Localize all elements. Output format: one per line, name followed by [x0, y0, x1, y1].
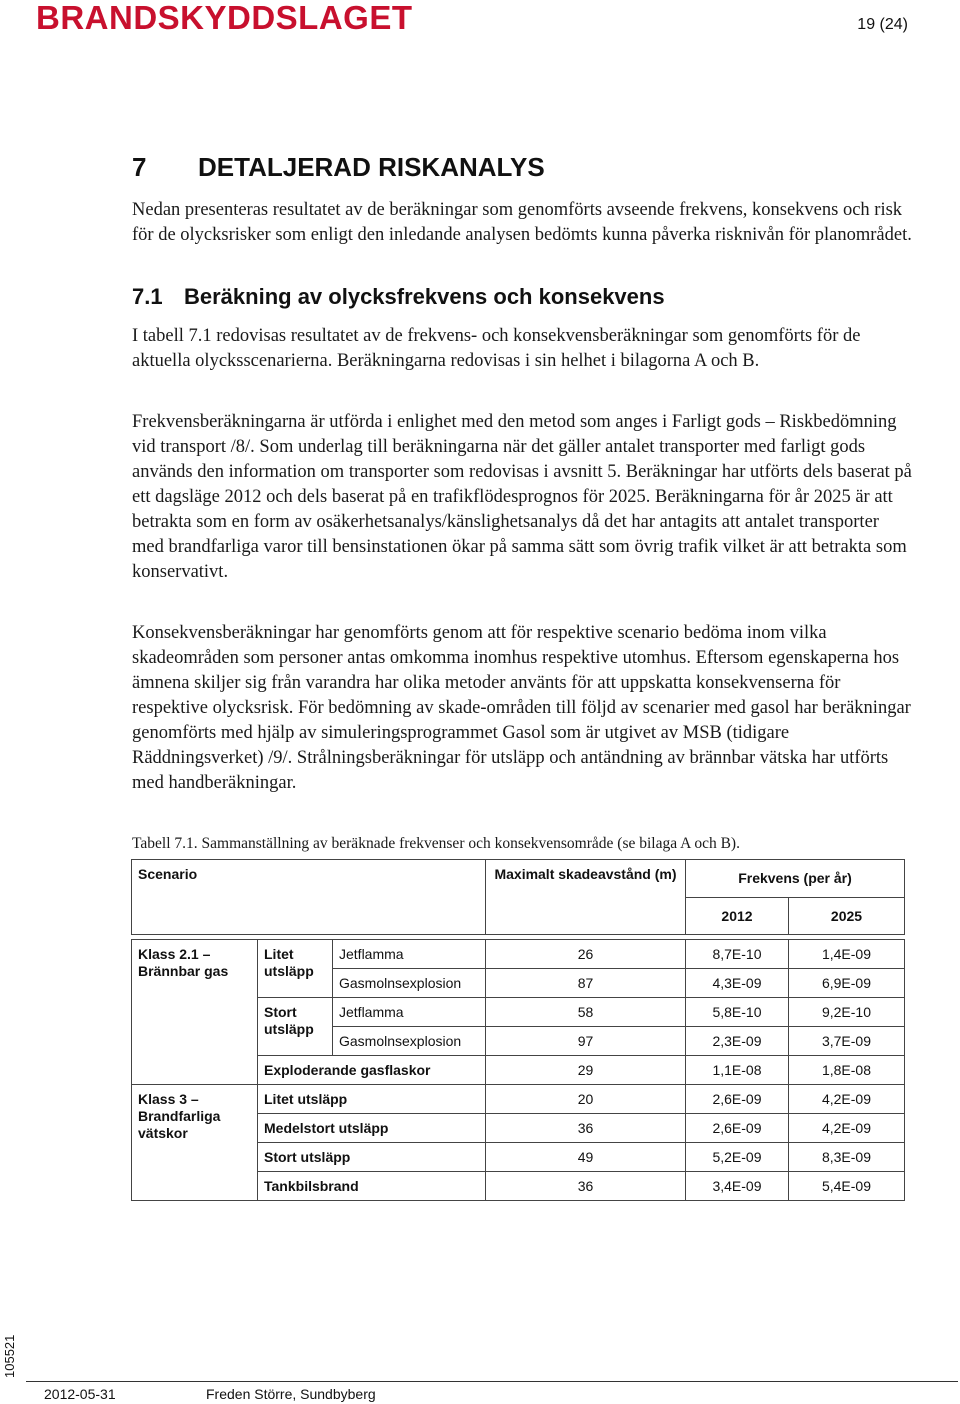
- footer-divider: [26, 1381, 958, 1382]
- row-distance: 49: [486, 1143, 686, 1172]
- row-distance: 20: [486, 1085, 686, 1114]
- section-number: 7: [132, 152, 147, 182]
- row-distance: 87: [486, 969, 686, 998]
- section-heading: [132, 152, 545, 183]
- row-f2025: 8,3E-09: [789, 1143, 905, 1172]
- row-label: Exploderande gasflaskor: [258, 1056, 486, 1085]
- row-distance: 36: [486, 1172, 686, 1201]
- row-label: Jetflamma: [333, 940, 486, 969]
- row-label: Tankbilsbrand: [258, 1172, 486, 1201]
- row-f2012: 5,8E-10: [686, 998, 789, 1027]
- row-f2025: 1,8E-08: [789, 1056, 905, 1085]
- row-f2025: 4,2E-09: [789, 1085, 905, 1114]
- subsection-number: 7.1: [132, 284, 163, 309]
- row-f2012: 3,4E-09: [686, 1172, 789, 1201]
- row-label: Litet utsläpp: [258, 1085, 486, 1114]
- paragraph-table-intro: I tabell 7.1 redovisas resultatet av de frekvens- och konsekvensberäkningar som genomförts för de aktuella olycksscenarierna. Beräkningarna redovisas i sin helhet i bilagorna A och B.: [132, 326, 861, 371]
- row-label: Gasmolnsexplosion: [333, 1027, 486, 1056]
- header-scenario: Scenario: [132, 860, 486, 935]
- row-distance: 29: [486, 1056, 686, 1085]
- header-year-2025: 2025: [789, 898, 905, 935]
- table-row: [132, 940, 905, 969]
- row-distance: 36: [486, 1114, 686, 1143]
- row-f2012: 2,6E-09: [686, 1114, 789, 1143]
- section-title: DETALJERAD RISKANALYS: [198, 152, 545, 182]
- row-f2012: 4,3E-09: [686, 969, 789, 998]
- row-f2012: 2,3E-09: [686, 1027, 789, 1056]
- table-caption: Tabell 7.1. Sammanställning av beräknade frekvenser och konsekvensområde (se bilaga A och B).: [132, 835, 740, 852]
- row-label: Medelstort utsläpp: [258, 1114, 486, 1143]
- row-label: Stort utsläpp: [258, 1143, 486, 1172]
- page-number: 19 (24): [857, 16, 908, 33]
- row-f2012: 1,1E-08: [686, 1056, 789, 1085]
- paragraph-consequence: Konsekvensberäkningar har genomförts genom att för respektive scenario bedöma inom vilka skadeområden som personer antas omkomma inomhus respektive utomhus. Eftersom egenskaperna hos ämnena skiljer sig från varandra har olika metoder använts för att uppskatta konsekvenserna för respektive olycksrisk. För bedömning av skade-områden till följd av scenarier med gasol har beräkningar genomförts med hjälp av simuleringsprogrammet Gasol som är utgivet av MSB (tidigare Räddningsverket) /9/. Strålningsberäkningar för utsläpp och antändning av brännbar vätska har utförts med handberäkningar.: [132, 623, 911, 793]
- row-f2012: 5,2E-09: [686, 1143, 789, 1172]
- footer-place: Freden Större, Sundbyberg: [206, 1386, 376, 1402]
- footer-date: 2012-05-31: [44, 1386, 116, 1402]
- company-logo: BRANDSKYDDSLAGET: [36, 0, 413, 36]
- section-intro: Nedan presenteras resultatet av de beräkningar som genomförts avseende frekvens, konsekvens och risk för de olycksrisker som enligt den inledande analysen bedömts kunna påverka risknivån för planområdet.: [132, 200, 912, 245]
- group-class21: Klass 2.1 – Brännbar gas: [132, 940, 258, 1085]
- header-max-distance: Maximalt skadeavstånd (m): [486, 860, 686, 935]
- group-large-release: Stort utsläpp: [258, 998, 333, 1056]
- row-f2012: 8,7E-10: [686, 940, 789, 969]
- header-frequency: Frekvens (per år): [686, 860, 905, 898]
- row-distance: 26: [486, 940, 686, 969]
- group-class3: Klass 3 – Brandfarliga vätskor: [132, 1085, 258, 1201]
- subsection-title: Beräkning av olycksfrekvens och konsekvens: [184, 284, 665, 309]
- document-id: 105521: [2, 1334, 17, 1378]
- row-distance: 97: [486, 1027, 686, 1056]
- subsection-heading: [132, 284, 665, 310]
- paragraph-frequency: Frekvensberäkningarna är utförda i enlighet med den metod som anges i Farligt gods – Riskbedömning vid transport /8/. Som underlag till beräkningarna när det gäller antalet transporter med farligt gods används den information om transporter som redovisas i avsnitt 5. Beräkningar har utförts dels baserat på ett dagsläge 2012 och dels baserat på en trafikflödesprognos för 2025. Beräkningarna för år 2025 är att betrakta som en form av osäkerhetsanalys/känslighetsanalys då det har antagits att antalet transporter med brandfarliga varor till bensinstationen ökar på samma sätt som övrig trafik vilket är att betrakta som konservativt.: [132, 412, 912, 582]
- row-f2025: 6,9E-09: [789, 969, 905, 998]
- row-f2025: 4,2E-09: [789, 1114, 905, 1143]
- header-year-2012: 2012: [686, 898, 789, 935]
- row-f2025: 5,4E-09: [789, 1172, 905, 1201]
- row-distance: 58: [486, 998, 686, 1027]
- row-f2025: 9,2E-10: [789, 998, 905, 1027]
- row-f2025: 3,7E-09: [789, 1027, 905, 1056]
- group-small-release: Litet utsläpp: [258, 940, 333, 998]
- risk-table: [131, 859, 905, 1201]
- row-label: Gasmolnsexplosion: [333, 969, 486, 998]
- row-f2012: 2,6E-09: [686, 1085, 789, 1114]
- row-f2025: 1,4E-09: [789, 940, 905, 969]
- row-label: Jetflamma: [333, 998, 486, 1027]
- table-header-row: [132, 860, 905, 898]
- table-row: [132, 1085, 905, 1114]
